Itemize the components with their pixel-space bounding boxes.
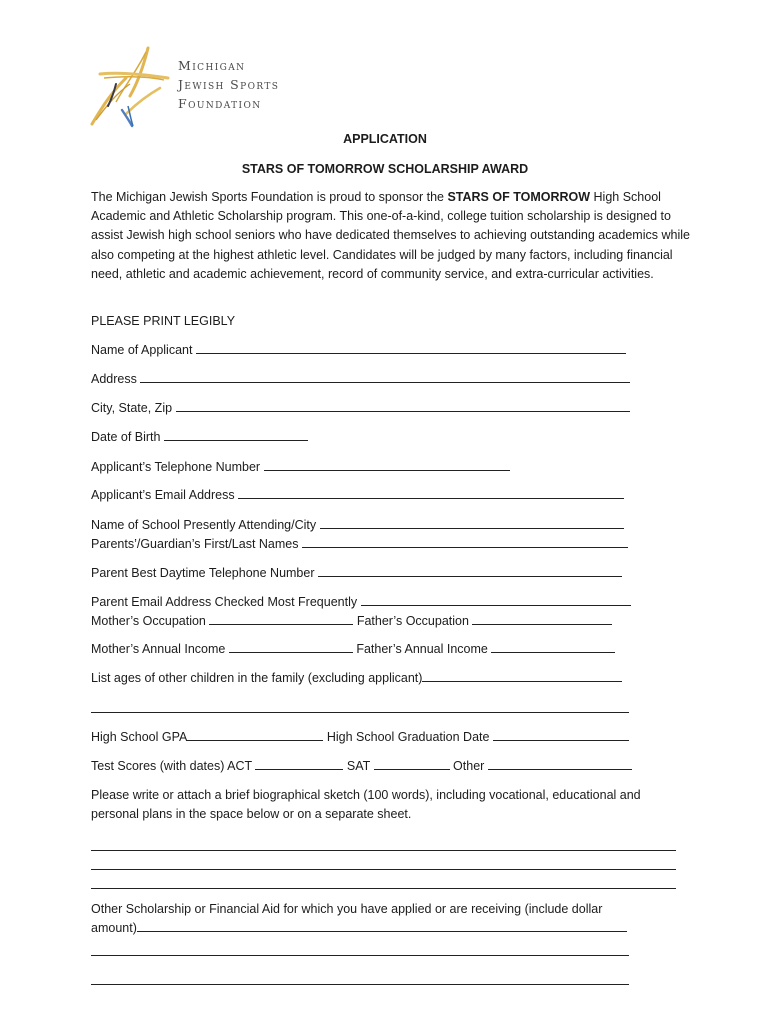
grad-date-label: High School Graduation Date <box>326 730 490 744</box>
sat-field[interactable] <box>374 758 450 770</box>
address-label: Address <box>91 372 137 386</box>
intro-paragraph <box>91 188 691 284</box>
school-field[interactable] <box>320 517 624 529</box>
mother-occupation-field[interactable] <box>209 613 353 625</box>
mother-income-label: Mother’s Annual Income <box>91 642 226 656</box>
gpa-field[interactable] <box>187 729 323 741</box>
email-label: Applicant’s Email Address <box>91 488 235 502</box>
bio-line-3[interactable] <box>91 888 676 889</box>
intro-text-end: High School Academic and Athletic Scholarship program. This one-of-a-kind, college tuition scholarship is designed to assist Jewish high school seniors who have dedicated themselves to achieving outstanding academics while also competing at the highest athletic level. Candidates will be judged by many factors, including financial need, athletic and academic achievement, record of community service, and extra-curricular activities. <box>91 190 690 281</box>
parent-phone-field[interactable] <box>318 565 622 577</box>
star-logo-icon <box>86 44 178 128</box>
logo-line-3: Foundation <box>178 96 262 111</box>
other-children-label: List ages of other children in the family (excluding applicant) <box>91 671 423 685</box>
program-name: STARS OF TOMORROW <box>447 190 591 204</box>
other-children-continuation-line[interactable] <box>91 712 629 713</box>
logo-line-1: Michigan <box>178 58 246 73</box>
city-state-zip-label: City, State, Zip <box>91 401 173 415</box>
email-row <box>91 486 624 505</box>
income-row <box>91 640 615 659</box>
logo-wordmark <box>178 56 279 113</box>
other-aid-label: amount) <box>91 921 137 935</box>
other-test-field[interactable] <box>488 758 632 770</box>
intro-text-start: The Michigan Jewish Sports Foundation is proud to sponsor the <box>91 190 448 204</box>
father-occupation-field[interactable] <box>472 613 612 625</box>
mother-occupation-label: Mother’s Occupation <box>91 614 206 628</box>
phone-label: Applicant’s Telephone Number <box>91 460 261 474</box>
phone-row <box>91 458 510 477</box>
other-aid-line-3[interactable] <box>91 984 629 985</box>
mother-income-field[interactable] <box>229 641 353 653</box>
school-label: Name of School Presently Attending/City <box>91 518 317 532</box>
phone-field[interactable] <box>264 459 510 471</box>
parents-names-label: Parents’/Guardian’s First/Last Names <box>91 537 299 551</box>
address-row <box>91 370 630 389</box>
test-scores-row <box>91 757 632 776</box>
address-field[interactable] <box>140 371 630 383</box>
page-subtitle: STARS OF TOMORROW SCHOLARSHIP AWARD <box>241 162 529 176</box>
parent-email-field[interactable] <box>361 594 631 606</box>
email-field[interactable] <box>238 487 624 499</box>
parent-email-label: Parent Email Address Checked Most Frequently <box>91 595 358 609</box>
act-field[interactable] <box>255 758 343 770</box>
applicant-name-field[interactable] <box>196 342 626 354</box>
grad-date-field[interactable] <box>493 729 629 741</box>
other-aid-line-2[interactable] <box>91 955 629 956</box>
other-children-row <box>91 669 622 688</box>
city-state-zip-row <box>91 399 630 418</box>
dob-label: Date of Birth <box>91 430 161 444</box>
bio-instructions: Please write or attach a brief biographical sketch (100 words), including vocational, educational and personal plans in the space below or on a separate sheet. <box>91 788 641 822</box>
school-row <box>91 516 624 535</box>
gpa-row <box>91 728 629 747</box>
parents-names-field[interactable] <box>302 536 628 548</box>
city-state-zip-field[interactable] <box>176 400 630 412</box>
parent-phone-label: Parent Best Daytime Telephone Number <box>91 566 315 580</box>
parent-phone-row <box>91 564 622 583</box>
other-aid-row-1: Other Scholarship or Financial Aid for which you have applied or are receiving (include dollar <box>91 902 603 916</box>
parents-names-row <box>91 535 628 554</box>
page-title: APPLICATION <box>343 132 427 146</box>
bio-line-1[interactable] <box>91 850 676 851</box>
foundation-logo <box>86 44 286 128</box>
other-children-field[interactable] <box>422 670 622 682</box>
print-legibly-note: PLEASE PRINT LEGIBLY <box>91 314 236 328</box>
dob-field[interactable] <box>164 429 308 441</box>
father-income-field[interactable] <box>491 641 615 653</box>
other-test-label: Other <box>453 759 485 773</box>
gpa-label: High School GPA <box>91 730 188 744</box>
father-income-label: Father’s Annual Income <box>356 642 488 656</box>
dob-row <box>91 428 308 447</box>
parent-email-row <box>91 593 631 612</box>
applicant-name-row <box>91 341 626 360</box>
other-aid-field[interactable] <box>137 920 627 932</box>
other-aid-row-2 <box>91 919 627 938</box>
sat-label: SAT <box>346 759 371 773</box>
logo-line-2: Jewish Sports <box>178 77 280 92</box>
occupation-row <box>91 612 612 631</box>
father-occupation-label: Father’s Occupation <box>356 614 469 628</box>
test-scores-label: Test Scores (with dates) ACT <box>91 759 252 773</box>
applicant-name-label: Name of Applicant <box>91 343 193 357</box>
bio-line-2[interactable] <box>91 869 676 870</box>
